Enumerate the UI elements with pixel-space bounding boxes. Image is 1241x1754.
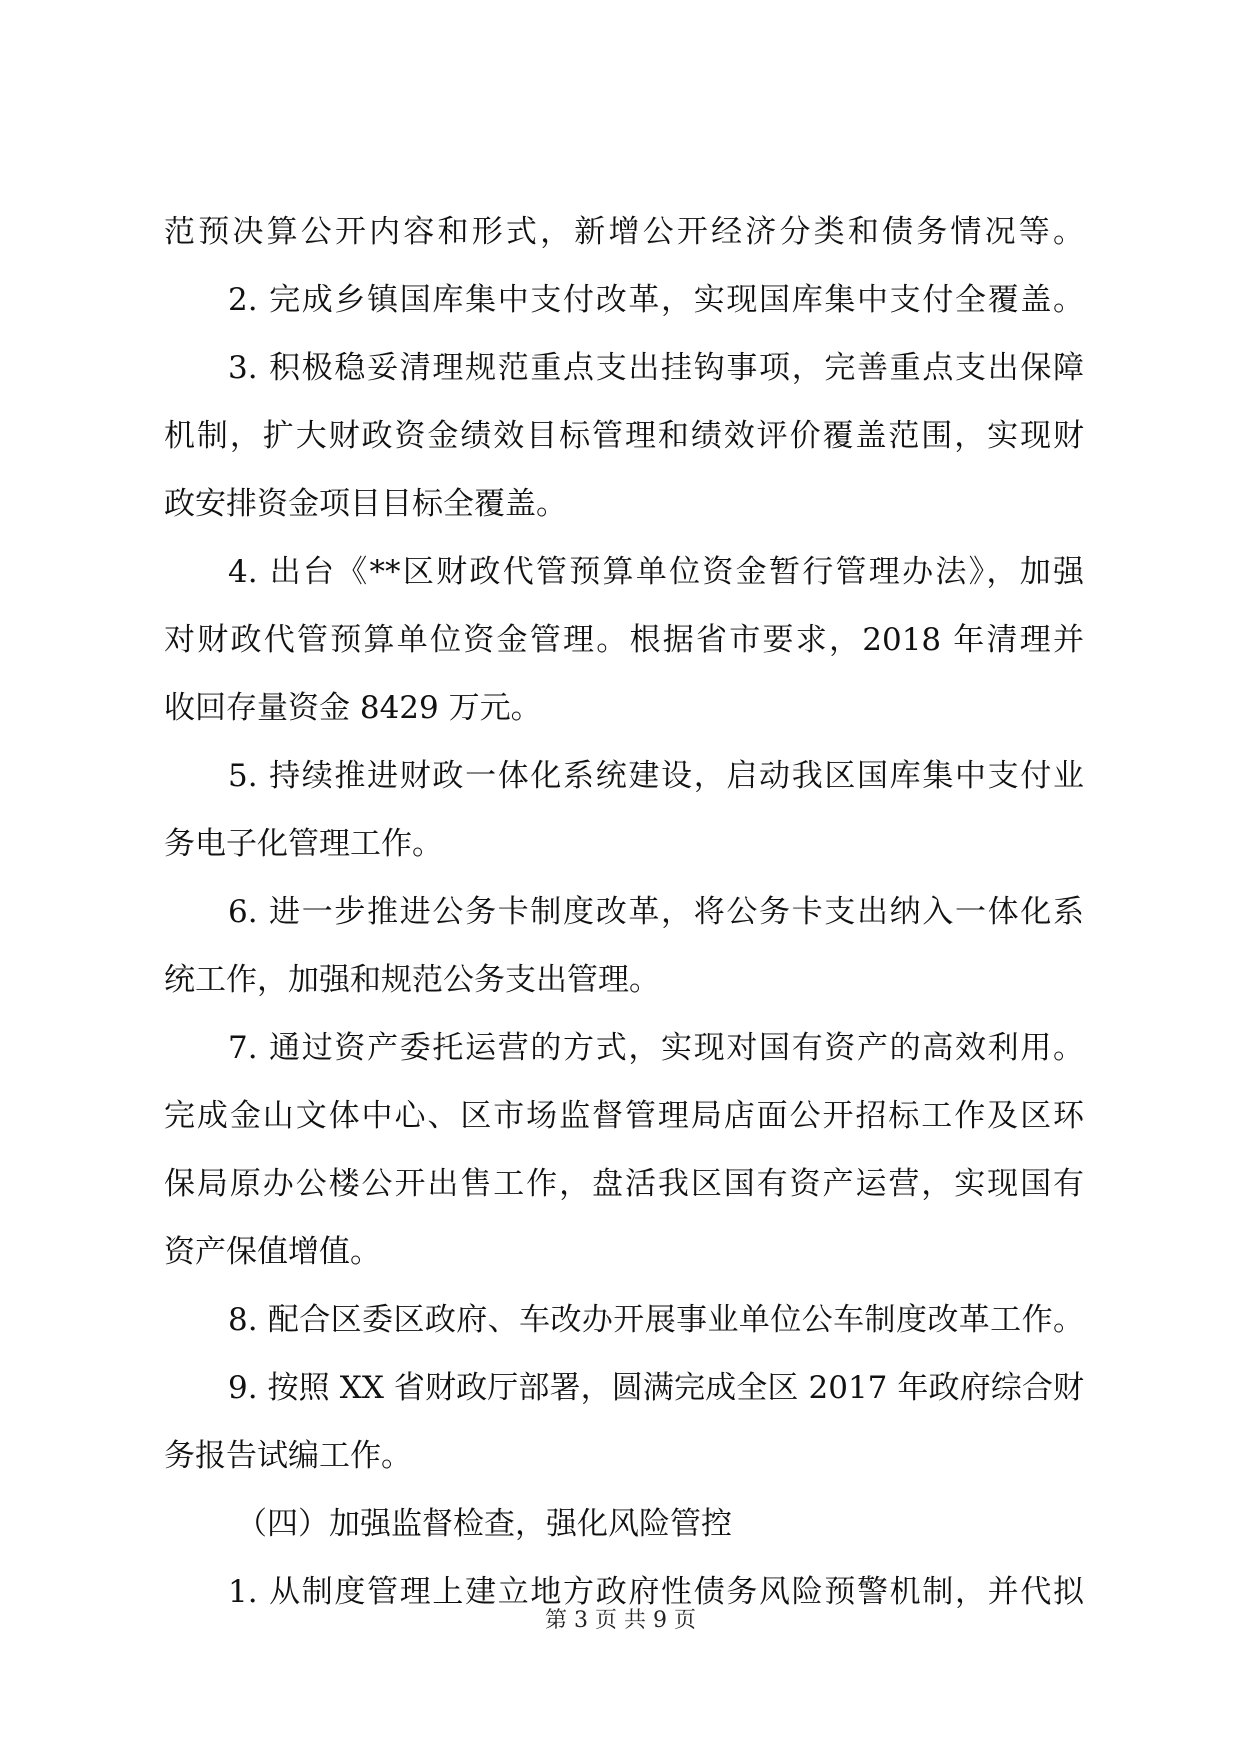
text-line: 机制，扩大财政资金绩效目标管理和绩效评价覆盖范围，实现财: [164, 418, 1084, 454]
list-item-2: 2. 完成乡镇国库集中支付改革，实现国库集中支付全覆盖。: [228, 282, 1084, 318]
list-item-7: 7. 通过资产委托运营的方式，实现对国有资产的高效利用。: [228, 1030, 1084, 1066]
list-item-9: 9. 按照 XX 省财政厅部署，圆满完成全区 2017 年政府综合财: [228, 1370, 1084, 1406]
text-line: 完成金山文体中心、区市场监督管理局店面公开招标工作及区环: [164, 1098, 1084, 1134]
page-number-footer: 第 3 页 共 9 页: [545, 1608, 696, 1633]
text-line: 资产保值增值。: [164, 1234, 381, 1270]
text-line: 务报告试编工作。: [164, 1438, 412, 1474]
section-heading: （四）加强监督检查，强化风险管控: [236, 1506, 732, 1542]
list-item-8: 8. 配合区委区政府、车改办开展事业单位公车制度改革工作。: [228, 1302, 1084, 1338]
list-item-6: 6. 进一步推进公务卡制度改革，将公务卡支出纳入一体化系: [228, 894, 1084, 930]
text-line: 保局原办公楼公开出售工作，盘活我区国有资产运营，实现国有: [164, 1166, 1084, 1202]
document-body: [164, 198, 1084, 1626]
text-line: 务电子化管理工作。: [164, 826, 443, 862]
text-line: 范预决算公开内容和形式，新增公开经济分类和债务情况等。: [164, 214, 1084, 250]
text-line: 政安排资金项目目标全覆盖。: [164, 486, 567, 522]
text-line: 收回存量资金 8429 万元。: [164, 690, 542, 726]
list-item-5: 5. 持续推进财政一体化系统建设，启动我区国库集中支付业: [228, 758, 1084, 794]
list-item-3: 3. 积极稳妥清理规范重点支出挂钩事项，完善重点支出保障: [228, 350, 1084, 386]
text-line: 统工作，加强和规范公务支出管理。: [164, 962, 660, 998]
text-line: 对财政代管预算单位资金管理。根据省市要求，2018 年清理并: [164, 622, 1084, 658]
list-item-1: 1. 从制度管理上建立地方政府性债务风险预警机制，并代拟: [228, 1574, 1084, 1610]
list-item-4: 4. 出台《**区财政代管预算单位资金暂行管理办法》，加强: [228, 554, 1084, 590]
